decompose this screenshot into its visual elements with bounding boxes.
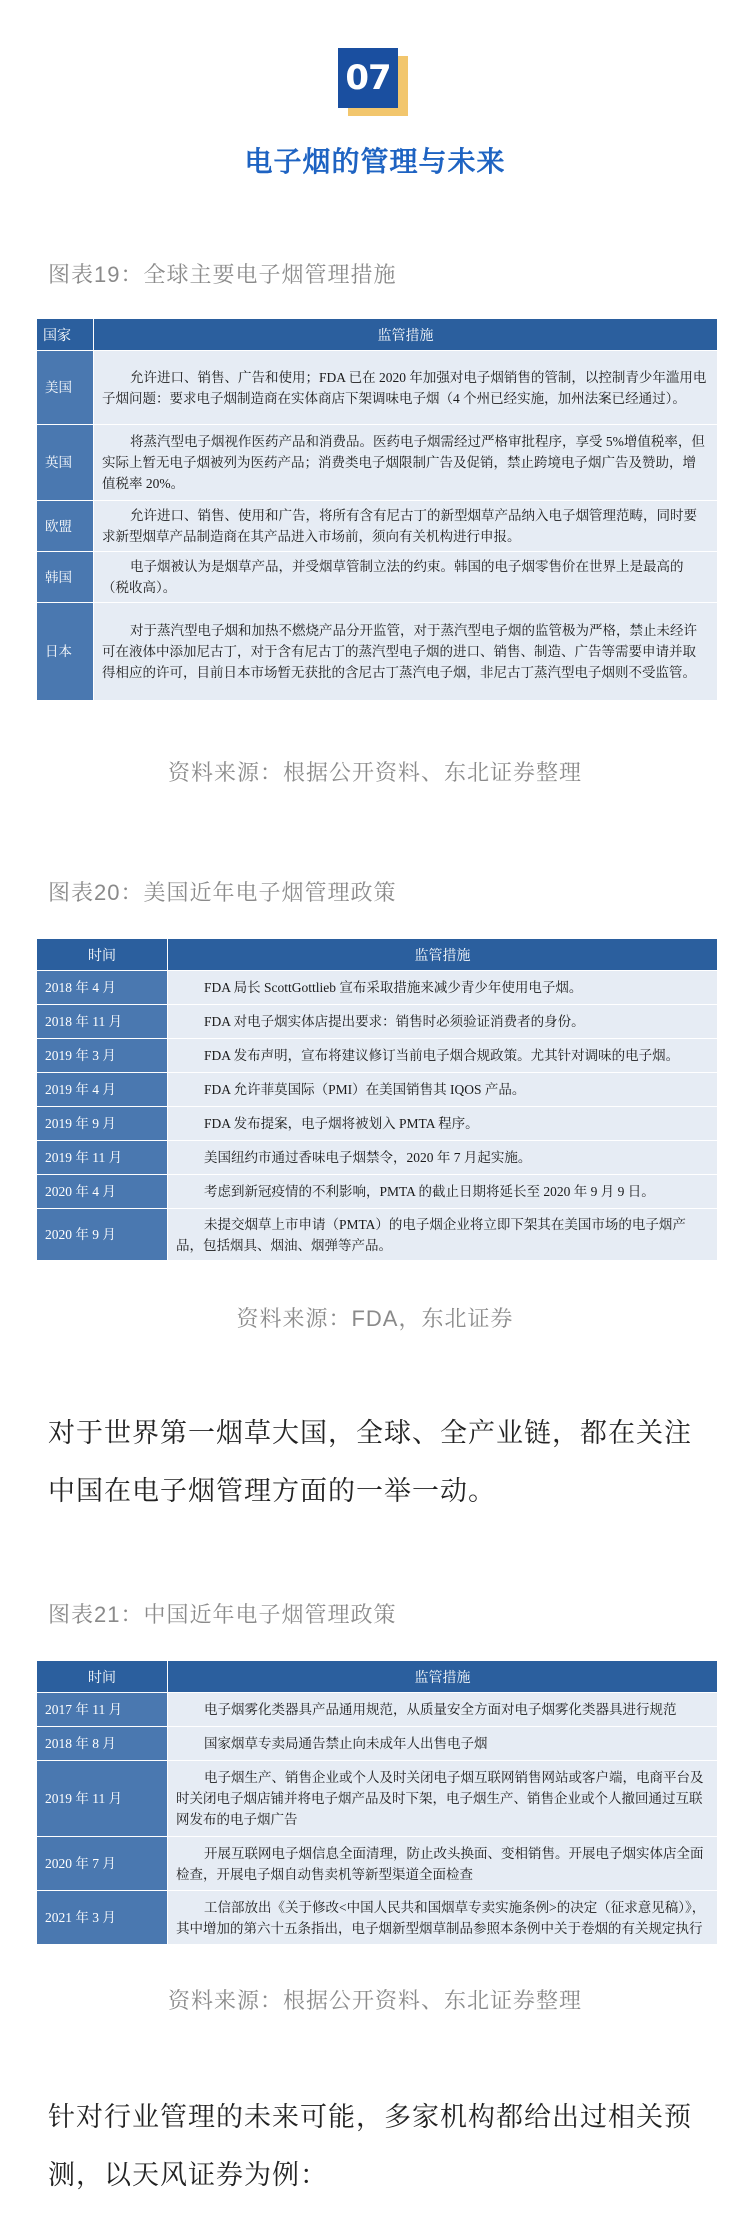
row-key: 欧盟 <box>37 501 94 552</box>
column-header-time: 时间 <box>37 939 168 971</box>
row-text: FDA 发布提案，电子烟将被划入 PMTA 程序。 <box>204 1116 479 1131</box>
row-text: 将蒸汽型电子烟视作医药产品和消费品。医药电子烟需经过严格审批程序，享受 5%增值税率，但实际上暂无电子烟被列为医药产品；消费类电子烟限制广告及促销，禁止跨境电子烟广告及赞助，增值税率 20%。 <box>102 434 705 491</box>
row-text: 电子烟生产、销售企业或个人及时关闭电子烟互联网销售网站或客户端，电商平台及时关闭电子烟店铺并将电子烟产品及时下架，电子烟生产、销售企业或个人撤回通过互联网发布的电子烟广告 <box>176 1770 704 1827</box>
figure20-source: 资料来源：FDA，东北证券 <box>236 1306 514 1331</box>
table-row <box>37 971 718 1005</box>
figure20-table <box>36 938 718 1261</box>
row-key: 2019 年 9 月 <box>37 1107 168 1141</box>
body-paragraph-2: 针对行业管理的未来可能，多家机构都给出过相关预测，以天风证券为例： <box>48 2102 692 2190</box>
row-key: 2020 年 9 月 <box>37 1209 168 1261</box>
body-paragraph-1: 对于世界第一烟草大国，全球、全产业链，都在关注中国在电子烟管理方面的一举一动。 <box>48 1418 692 1506</box>
section-title: 电子烟的管理与未来 <box>244 146 506 177</box>
table-row <box>37 1039 718 1073</box>
table-row <box>37 1005 718 1039</box>
row-key: 2017 年 11 月 <box>37 1693 168 1727</box>
row-text: 电子烟雾化类器具产品通用规范，从质量安全方面对电子烟雾化类器具进行规范 <box>204 1702 677 1717</box>
figure20-label: 图表20：美国近年电子烟管理政策 <box>48 880 397 905</box>
table-row <box>37 552 718 603</box>
badge-number: 07 <box>338 48 398 108</box>
column-header-measures: 监管措施 <box>168 939 718 971</box>
row-key: 英国 <box>37 425 94 501</box>
row-key: 美国 <box>37 351 94 425</box>
column-header-measures: 监管措施 <box>94 319 718 351</box>
column-header-measures: 监管措施 <box>168 1661 718 1693</box>
table-row <box>37 501 718 552</box>
row-key: 日本 <box>37 603 94 701</box>
row-text: 开展互联网电子烟信息全面清理，防止改头换面、变相销售。开展电子烟实体店全面检查，开展电子烟自动售卖机等新型渠道全面检查 <box>176 1845 704 1882</box>
row-key: 韩国 <box>37 552 94 603</box>
table-row <box>37 1073 718 1107</box>
row-text: 对于蒸汽型电子烟和加热不燃烧产品分开监管，对于蒸汽型电子烟的监管极为严格，禁止未经许可在液体中添加尼古丁，对于含有尼古丁的蒸汽型电子烟的进口、销售、制造、广告等需要申请并取得相应的许可，目前日本市场暂无获批的含尼古丁蒸汽电子烟，非尼古丁蒸汽型电子烟则不受监管。 <box>102 623 697 680</box>
figure19-table <box>36 318 718 701</box>
table-row <box>37 603 718 701</box>
row-text: FDA 局长 ScottGottlieb 宣布采取措施来减少青少年使用电子烟。 <box>204 980 583 995</box>
figure21-table <box>36 1660 718 1945</box>
row-text: 未提交烟草上市申请（PMTA）的电子烟企业将立即下架其在美国市场的电子烟产品，包括烟具、烟油、烟弹等产品。 <box>176 1216 686 1253</box>
row-key: 2018 年 11 月 <box>37 1005 168 1039</box>
row-text: 国家烟草专卖局通告禁止向未成年人出售电子烟 <box>204 1736 488 1751</box>
row-text: 电子烟被认为是烟草产品，并受烟草管制立法的约束。韩国的电子烟零售价在世界上是最高的（税收高）。 <box>102 559 684 595</box>
row-key: 2020 年 7 月 <box>37 1837 168 1891</box>
row-key: 2018 年 4 月 <box>37 971 168 1005</box>
table-row <box>37 1761 718 1837</box>
table-row <box>37 1141 718 1175</box>
figure21-label: 图表21：中国近年电子烟管理政策 <box>48 1602 397 1627</box>
table-row <box>37 1209 718 1261</box>
row-text: 允许进口、销售、广告和使用；FDA 已在 2020 年加强对电子烟销售的管制，以控制青少年滥用电子烟问题：要求电子烟制造商在实体商店下架调味电子烟（4 个州已经实施，加州法案已经通过）。 <box>102 369 707 406</box>
row-text: 工信部放出《关于修改<中国人民共和国烟草专卖实施条例>的决定（征求意见稿）》，其中增加的第六十五条指出，电子烟新型烟草制品参照本条例中关于卷烟的有关规定执行 <box>176 1899 706 1936</box>
row-key: 2019 年 11 月 <box>37 1761 168 1837</box>
table-row <box>37 1693 718 1727</box>
section-header <box>0 0 750 160</box>
column-header-country: 国家 <box>37 319 94 351</box>
table-row <box>37 1891 718 1945</box>
column-header-time: 时间 <box>37 1661 168 1693</box>
row-text: 美国纽约市通过香味电子烟禁令，2020 年 7 月起实施。 <box>204 1150 532 1165</box>
table-row <box>37 1175 718 1209</box>
figure19-label: 图表19：全球主要电子烟管理措施 <box>48 262 397 287</box>
table-row <box>37 1727 718 1761</box>
row-key: 2020 年 4 月 <box>37 1175 168 1209</box>
table-row <box>37 425 718 501</box>
row-key: 2018 年 8 月 <box>37 1727 168 1761</box>
figure21-source: 资料来源：根据公开资料、东北证券整理 <box>167 1988 582 2013</box>
row-text: 考虑到新冠疫情的不利影响，PMTA 的截止日期将延长至 2020 年 9 月 9 日。 <box>204 1184 655 1199</box>
figure19-source: 资料来源：根据公开资料、东北证券整理 <box>167 760 582 785</box>
table-row <box>37 1837 718 1891</box>
table-row <box>37 1107 718 1141</box>
row-key: 2019 年 3 月 <box>37 1039 168 1073</box>
row-key: 2021 年 3 月 <box>37 1891 168 1945</box>
row-text: FDA 发布声明，宣布将建议修订当前电子烟合规政策。尤其针对调味的电子烟。 <box>204 1048 680 1063</box>
section-number-badge <box>338 48 410 116</box>
row-key: 2019 年 11 月 <box>37 1141 168 1175</box>
row-text: FDA 对电子烟实体店提出要求：销售时必须验证消费者的身份。 <box>204 1014 585 1029</box>
table-row <box>37 351 718 425</box>
row-key: 2019 年 4 月 <box>37 1073 168 1107</box>
row-text: FDA 允许菲莫国际（PMI）在美国销售其 IQOS 产品。 <box>204 1082 526 1097</box>
row-text: 允许进口、销售、使用和广告，将所有含有尼古丁的新型烟草产品纳入电子烟管理范畴，同时要求新型烟草产品制造商在其产品进入市场前，须向有关机构进行申报。 <box>102 508 697 544</box>
